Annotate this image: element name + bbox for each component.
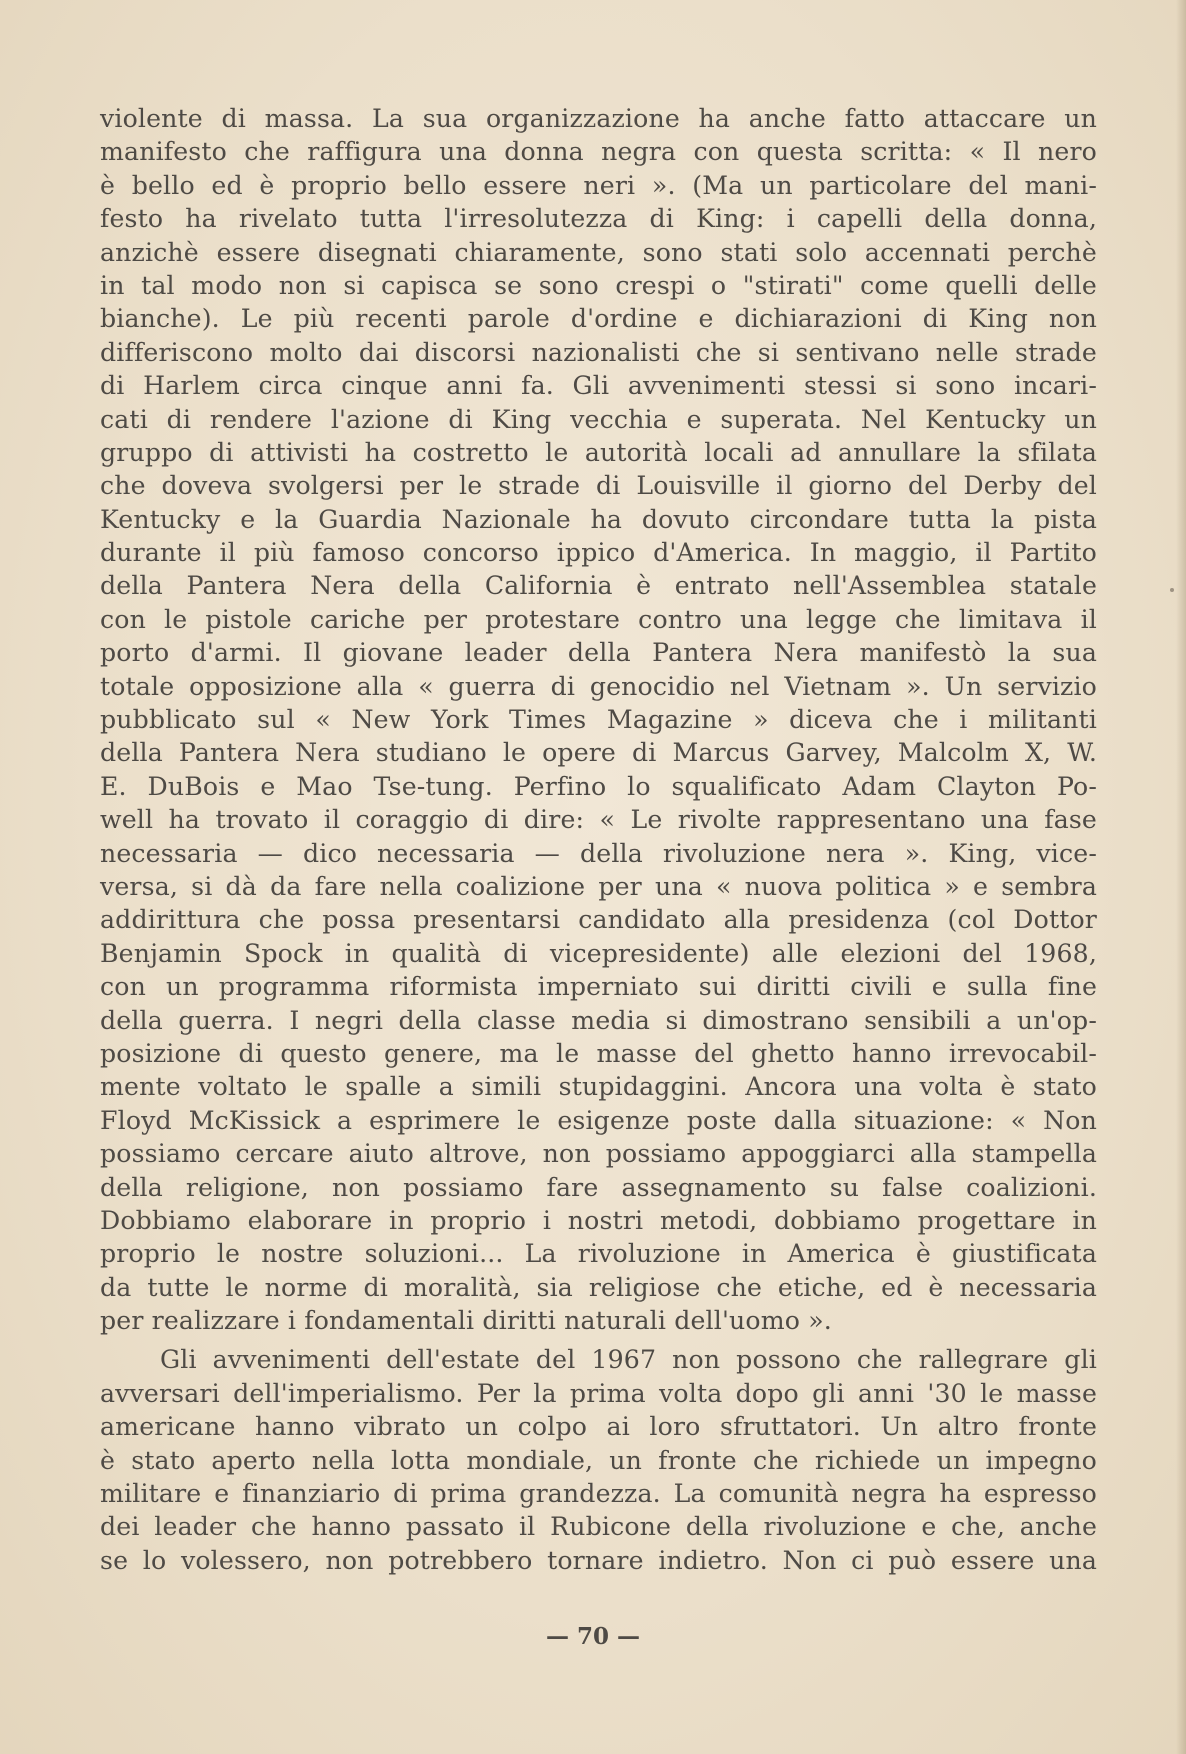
text-line: bianche). Le più recenti parole d'ordine e dichiarazioni di King non <box>100 304 1097 334</box>
text-line: totale opposizione alla « guerra di genocidio nel Vietnam ». Un servizio <box>100 671 1097 701</box>
text-line: well ha trovato il coraggio di dire: « Le rivolte rappresentano una fase <box>100 805 1097 835</box>
text-line: dei leader che hanno passato il Rubicone della rivoluzione e che, anche <box>100 1512 1097 1542</box>
page-number: — 70 — <box>545 1623 641 1650</box>
text-line: manifesto che raffigura una donna negra con questa scritta: « Il nero <box>100 137 1097 167</box>
text-line: E. DuBois e Mao Tse-tung. Perfino lo squalificato Adam Clayton Po- <box>100 771 1097 801</box>
text-line: di Harlem circa cinque anni fa. Gli avvenimenti stessi si sono incari- <box>100 371 1097 401</box>
text-line: posizione di questo genere, ma le masse del ghetto hanno irrevocabil- <box>100 1038 1097 1068</box>
text-line: Kentucky e la Guardia Nazionale ha dovuto circondare tutta la pista <box>100 504 1097 534</box>
text-line: durante il più famoso concorso ippico d'America. In maggio, il Partito <box>100 538 1097 568</box>
text-line: differiscono molto dai discorsi nazionalisti che si sentivano nelle strade <box>100 337 1097 367</box>
text-line: gruppo di attivisti ha costretto le autorità locali ad annullare la sfilata <box>100 437 1097 467</box>
text-line: della guerra. I negri della classe media si dimostrano sensibili a un'op- <box>100 1005 1097 1035</box>
text-line: della religione, non possiamo fare assegnamento su false coalizioni. <box>100 1172 1097 1202</box>
paper-speck <box>1170 588 1174 592</box>
text-line: cati di rendere l'azione di King vecchia e superata. Nel Kentucky un <box>100 404 1097 434</box>
text-line: se lo volessero, non potrebbero tornare indietro. Non ci può essere una <box>100 1545 1097 1575</box>
text-line: necessaria — dico necessaria — della rivoluzione nera ». King, vice- <box>100 838 1097 868</box>
text-line: Gli avvenimenti dell'estate del 1967 non possono che rallegrare gli <box>160 1345 1097 1375</box>
text-line: da tutte le norme di moralità, sia religiose che etiche, ed è necessaria <box>100 1272 1097 1302</box>
text-line: porto d'armi. Il giovane leader della Pantera Nera manifestò la sua <box>100 638 1097 668</box>
text-line: addirittura che possa presentarsi candidato alla presidenza (col Dottor <box>100 905 1097 935</box>
text-line: violente di massa. La sua organizzazione ha anche fatto attaccare un <box>100 104 1097 133</box>
text-line: proprio le nostre soluzioni... La rivoluzione in America è giustificata <box>100 1239 1097 1269</box>
paragraph-2 <box>100 1343 1097 1577</box>
text-line: con un programma riformista imperniato sui diritti civili e sulla fine <box>100 972 1097 1002</box>
text-line: americane hanno vibrato un colpo ai loro sfruttatori. Un altro fronte <box>100 1412 1097 1442</box>
text-line: Floyd McKissick a esprimere le esigenze poste dalla situazione: « Non <box>100 1105 1097 1135</box>
text-line: versa, si dà da fare nella coalizione per una « nuova politica » e sembra <box>100 871 1097 901</box>
text-line: è bello ed è proprio bello essere neri ». (Ma un particolare del mani- <box>100 170 1097 200</box>
page-edge-shadow <box>1176 0 1186 1754</box>
text-line: è stato aperto nella lotta mondiale, un fronte che richiede un impegno <box>100 1445 1097 1475</box>
text-line: in tal modo non si capisca se sono crespi o "stirati" come quelli delle <box>100 270 1097 300</box>
text-line: anzichè essere disegnati chiaramente, sono stati solo accennati perchè <box>100 237 1097 267</box>
text-line: con le pistole cariche per protestare contro una legge che limitava il <box>100 604 1097 634</box>
paragraph-1 <box>100 102 1097 1337</box>
text-line: Dobbiamo elaborare in proprio i nostri metodi, dobbiamo progettare in <box>100 1205 1097 1235</box>
text-line: possiamo cercare aiuto altrove, non possiamo appoggiarci alla stampella <box>100 1139 1097 1169</box>
text-line: militare e finanziario di prima grandezza. La comunità negra ha espresso <box>100 1479 1097 1509</box>
text-line: avversari dell'imperialismo. Per la prima volta dopo gli anni '30 le masse <box>100 1378 1097 1408</box>
body-text <box>100 102 1097 1577</box>
text-line: pubblicato sul « New York Times Magazine » diceva che i militanti <box>100 705 1097 735</box>
text-line: festo ha rivelato tutta l'irresolutezza di King: i capelli della donna, <box>100 204 1097 234</box>
text-line: che doveva svolgersi per le strade di Louisville il giorno del Derby del <box>100 471 1097 501</box>
text-line: Benjamin Spock in qualità di vicepresidente) alle elezioni del 1968, <box>100 938 1097 968</box>
text-line: mente voltato le spalle a simili stupidaggini. Ancora una volta è stato <box>100 1072 1097 1102</box>
text-line: della Pantera Nera della California è entrato nell'Assemblea statale <box>100 571 1097 601</box>
text-line: della Pantera Nera studiano le opere di Marcus Garvey, Malcolm X, W. <box>100 738 1097 768</box>
text-line: per realizzare i fondamentali diritti naturali dell'uomo ». <box>100 1306 832 1336</box>
